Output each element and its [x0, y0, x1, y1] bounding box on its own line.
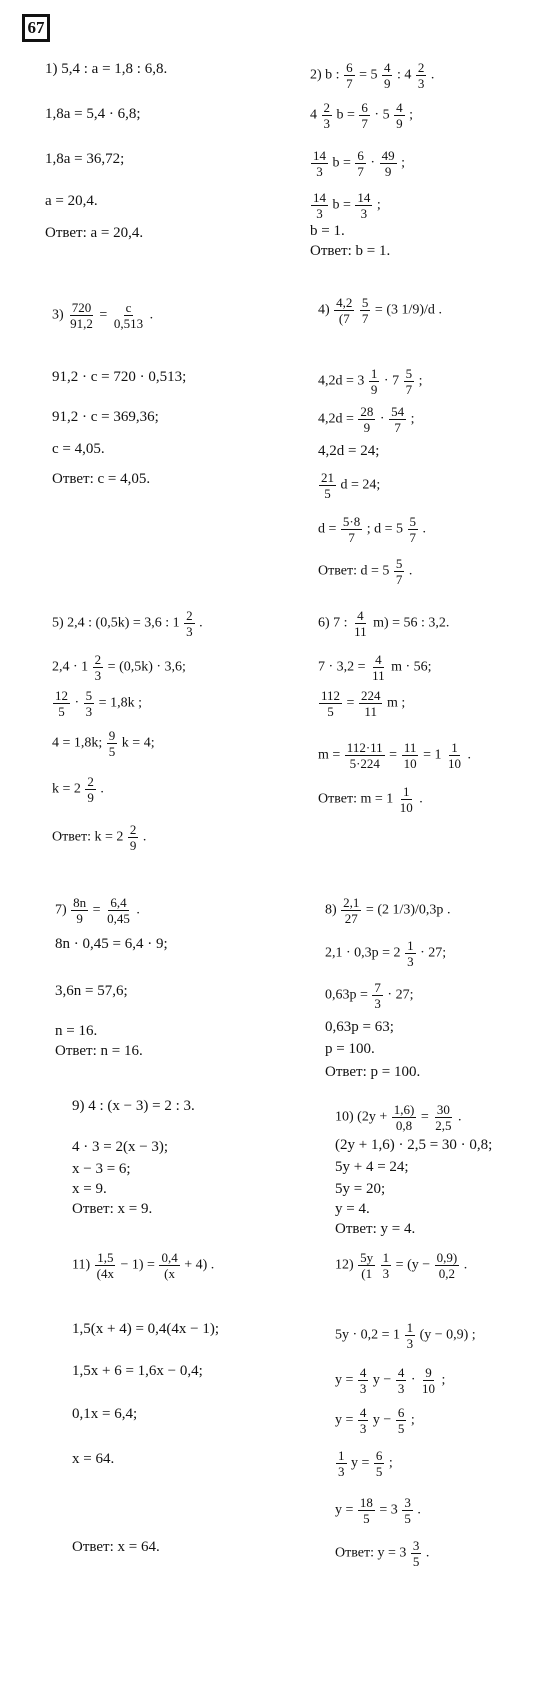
solution-line: 5y · 0,2 = 1 $\frac{1}{3}$ (y − 0,9) ;: [335, 1320, 476, 1351]
solution-line: 4 $\frac{2}{3}$ b = $\frac{6}{7}$ · 5 $\frac{4}{9}$ ;: [310, 100, 413, 131]
solution-line: 2) b : $\frac{6}{7}$ = 5 $\frac{4}{9}$ : 4 $\frac{2}{3}$ .: [310, 60, 435, 91]
solution-line: $\frac{112}{5}$ = $\frac{224}{11}$ m ;: [321, 688, 406, 719]
answer-line: Ответ: p = 100.: [325, 1064, 421, 1080]
solution-line: 1,5(x + 4) = 0,4(4x − 1);: [72, 1321, 220, 1337]
solution-line: 9) 4 : (x − 3) = 2 : 3.: [72, 1098, 195, 1114]
solution-line: 4 = 1,8k; $\frac{9}{5}$ k = 4;: [52, 728, 155, 759]
solution-line: $\frac{21}{5}$ d = 24;: [321, 470, 381, 501]
solution-line: 5y + 4 = 24;: [335, 1159, 409, 1175]
solution-line: 91,2 · c = 720 · 0,513;: [52, 369, 187, 385]
solution-line: $\frac{14}{3}$ b = $\frac{14}{3}$ ;: [313, 190, 381, 221]
solution-line: 10) (2y + $\frac{1,6)}{0,8}$ = $\frac{30}{2,5}$ .: [335, 1102, 462, 1133]
solution-line: y = $\frac{18}{5}$ = 3 $\frac{3}{5}$ .: [335, 1495, 421, 1526]
solution-line: 6) 7 : $\frac{4}{11}$ m) = 56 : 3,2.: [318, 608, 450, 639]
answer-line: Ответ: k = 2 $\frac{2}{9}$ .: [52, 822, 147, 853]
solution-line: 3) $\frac{720}{91,2}$ = $\frac{c}{0,513}$ .: [52, 300, 154, 331]
solution-line: x − 3 = 6;: [72, 1161, 131, 1177]
solution-line: n = 16.: [55, 1023, 98, 1039]
answer-line: Ответ: y = 4.: [335, 1221, 416, 1237]
answer-line: Ответ: y = 3 $\frac{3}{5}$ .: [335, 1538, 430, 1569]
solution-line: d = $\frac{5\cdot 8}{7}$ ; d = 5 $\frac{5}{7}$ .: [318, 514, 427, 545]
solution-line: 5) 2,4 : (0,5k) = 3,6 : 1 $\frac{2}{3}$ .: [52, 608, 203, 639]
solution-line: b = 1.: [310, 223, 345, 239]
solution-line: 4,2d = $\frac{28}{9}$ · $\frac{54}{7}$ ;: [318, 404, 415, 435]
solution-line: a = 20,4.: [45, 193, 98, 209]
solution-line: 4) $\frac{4,2}{(7}$ $\frac{5}{7}$ = (3 1/9)/d .: [318, 295, 442, 326]
solution-line: 1) 5,4 : a = 1,8 : 6,8.: [45, 61, 168, 77]
solution-line: y = $\frac{4}{3}$ y − $\frac{4}{3}$ · $\frac{9}{10}$ ;: [335, 1365, 446, 1396]
solution-line: 4,2d = 3 $\frac{1}{9}$ · 7 $\frac{5}{7}$ ;: [318, 366, 423, 397]
answer-line: Ответ: a = 20,4.: [45, 225, 144, 241]
solution-line: x = 9.: [72, 1181, 107, 1197]
solution-line: m = $\frac{112\cdot 11}{5\cdot 224}$ = $\frac{11}{10}$ = 1 $\frac{1}{10}$ .: [318, 740, 471, 771]
page-number-badge: 67: [22, 14, 50, 42]
solution-line: 0,63p = $\frac{7}{3}$ · 27;: [325, 980, 414, 1011]
solution-line: 7 · 3,2 = $\frac{4}{11}$ m · 56;: [318, 652, 432, 683]
solution-line: (2y + 1,6) · 2,5 = 30 · 0,8;: [335, 1137, 493, 1153]
solution-line: 7) $\frac{8n}{9}$ = $\frac{6,4}{0,45}$ .: [55, 895, 140, 926]
solution-line: $\frac{12}{5}$ · $\frac{5}{3}$ = 1,8k ;: [55, 688, 142, 719]
solution-line: 1,8a = 36,72;: [45, 151, 125, 167]
solution-line: 5y = 20;: [335, 1181, 386, 1197]
answer-line: Ответ: x = 9.: [72, 1201, 153, 1217]
solution-line: 0,63p = 63;: [325, 1019, 394, 1035]
solution-line: k = 2 $\frac{2}{9}$ .: [52, 774, 104, 805]
solution-line: 2,4 · 1 $\frac{2}{3}$ = (0,5k) · 3,6;: [52, 652, 186, 683]
solution-line: 4,2d = 24;: [318, 443, 380, 459]
solution-line: 91,2 · c = 369,36;: [52, 409, 159, 425]
solution-line: $\frac{1}{3}$ y = $\frac{6}{5}$ ;: [338, 1448, 393, 1479]
answer-line: Ответ: b = 1.: [310, 243, 391, 259]
solution-line: 4 · 3 = 2(x − 3);: [72, 1139, 169, 1155]
solution-line: 1,5x + 6 = 1,6x − 0,4;: [72, 1363, 203, 1379]
solution-line: 3,6n = 57,6;: [55, 983, 128, 999]
solution-line: 1,8a = 5,4 · 6,8;: [45, 106, 141, 122]
solution-line: 8n · 0,45 = 6,4 · 9;: [55, 936, 168, 952]
solution-line: $\frac{14}{3}$ b = $\frac{6}{7}$ · $\frac{49}{9}$ ;: [313, 148, 405, 179]
solution-line: y = $\frac{4}{3}$ y − $\frac{6}{5}$ ;: [335, 1405, 415, 1436]
solution-line: c = 4,05.: [52, 441, 105, 457]
solution-line: 8) $\frac{2,1}{27}$ = (2 1/3)/0,3p .: [325, 895, 451, 926]
solution-line: 0,1x = 6,4;: [72, 1406, 138, 1422]
answer-line: Ответ: c = 4,05.: [52, 471, 151, 487]
solution-line: 2,1 · 0,3p = 2 $\frac{1}{3}$ · 27;: [325, 938, 447, 969]
solution-line: 12) $\frac{5y}{(1}$ $\frac{1}{3}$ = (y − $\frac{0,9)}{0,2}$ .: [335, 1250, 468, 1281]
answer-line: Ответ: x = 64.: [72, 1539, 160, 1555]
answer-line: Ответ: n = 16.: [55, 1043, 143, 1059]
answer-line: Ответ: d = 5 $\frac{5}{7}$ .: [318, 556, 413, 587]
solution-line: x = 64.: [72, 1451, 115, 1467]
solution-line: y = 4.: [335, 1201, 370, 1217]
solution-line: p = 100.: [325, 1041, 375, 1057]
solution-line: 11) $\frac{1,5}{(4x}$ − 1) = $\frac{0,4}{(x}$ + 4) .: [72, 1250, 215, 1281]
answer-line: Ответ: m = 1 $\frac{1}{10}$ .: [318, 784, 423, 815]
